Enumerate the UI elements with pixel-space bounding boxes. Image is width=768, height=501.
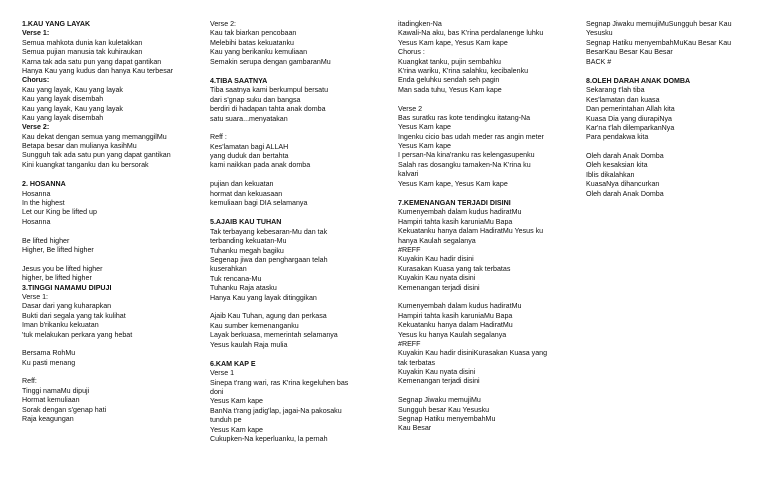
lyric-line: Bukti dari segala yang tak kulihat xyxy=(22,311,126,320)
lyric-line xyxy=(210,171,392,180)
lyric-line: Kes'lamatan bagi ALLAH xyxy=(210,142,289,151)
lyric-line xyxy=(398,387,580,396)
lyric-line: Man sada tuhu, Yesus Kam kape xyxy=(398,85,502,94)
lyric-line: Bas suratku ras kote tendingku itatang-Na xyxy=(398,113,531,122)
lyric-line: Semua mahkota dunia kan kuletakkan xyxy=(22,38,143,47)
lyric-line: Yesus kaulah Raja mulia xyxy=(210,340,288,349)
lyric-line: Kurasakan Kuasa yang tak terbatas xyxy=(398,264,511,273)
lyric-line: Tak terbayang kebesaran-Mu dan tak xyxy=(210,227,328,236)
lyric-line: Jesus you be lifted higher xyxy=(22,264,103,273)
lyric-line: hormat dan kekuasaan xyxy=(210,189,283,198)
lyric-line: Tuhanku megah bagiku xyxy=(210,246,284,255)
lyric-line: Tinggi namaMu dipuji xyxy=(22,386,90,395)
lyric-line: Tuhanku Raja atasku xyxy=(210,284,277,293)
song-title: 5.AJAIB KAU TUHAN xyxy=(210,218,282,227)
lyric-line: Hosanna xyxy=(22,217,51,226)
lyric-line: berdiri di hadapan tahta anak domba xyxy=(210,105,326,114)
lyric-line: Sinepa t'rang wari, ras K'rina kegeluhen bas xyxy=(210,378,349,387)
lyric-line: kalvari xyxy=(398,170,419,179)
lyric-line: Kemenangan terjadi disini xyxy=(398,283,480,292)
lyric-line: doni xyxy=(210,388,224,397)
lyric-line: Hosanna xyxy=(22,189,51,198)
lyric-line: Melebihi batas kekuatanku xyxy=(210,38,294,47)
lyric-line: Dasar dari yang kuharapkan xyxy=(22,302,112,311)
lyric-line: Kau tak biarkan pencobaan xyxy=(210,29,297,38)
lyric-line: satu suara...menyatakan xyxy=(210,114,288,123)
lyric-line: Kuyakin Kau nyata disini xyxy=(398,368,476,377)
lyric-line: higher, be lifted higher xyxy=(22,274,92,283)
lyric-line: Kau yang berikanku kemuliaan xyxy=(210,48,308,57)
song-title: 4.TIBA SAATNYA xyxy=(210,76,268,85)
lyric-line: Kuangkat tanku, pujin sembahku xyxy=(398,57,501,66)
lyric-line: K'rina wariku, K'rina salahku, kecibalenku xyxy=(398,66,529,75)
lyric-line xyxy=(22,227,204,236)
lyric-line: Kes'lamatan dan kuasa xyxy=(586,95,660,104)
lyric-line: Bersama RohMu xyxy=(22,349,76,358)
song-section xyxy=(210,77,392,208)
lyric-line: Kumenyembah dalam kudus hadiratMu xyxy=(398,302,522,311)
lyric-heading: Verse 2: xyxy=(22,123,50,132)
song-section xyxy=(398,20,580,189)
lyric-line: kami naikkan pada anak domba xyxy=(210,161,311,170)
lyric-line: KuasaNya dihancurkan xyxy=(586,180,660,189)
lyric-line: Layak berkuasa, memerintah selamanya xyxy=(210,331,338,340)
lyric-line: Let our King be lifted up xyxy=(22,208,97,217)
song-section xyxy=(210,360,392,445)
lyric-line: Karna tak ada satu pun yang dapat gantikan xyxy=(22,57,162,66)
lyric-line: Reff: xyxy=(22,377,37,386)
lyric-line: Segenap jiwa dan penghargaan telah xyxy=(210,255,328,264)
song-section xyxy=(210,218,392,349)
lyric-line: Reff : xyxy=(210,133,227,142)
lyric-line: Hampiri tahta kasih karuniaMu Bapa xyxy=(398,217,513,226)
lyric-line: Verse 2 xyxy=(398,104,423,113)
song-section xyxy=(210,20,392,67)
lyric-line xyxy=(210,124,392,133)
lyric-line: dari s'gnap suku dan bangsa xyxy=(210,95,301,104)
lyric-line: Kau yang layak, Kau yang layak xyxy=(22,85,123,94)
column-2 xyxy=(210,20,392,454)
lyric-line: Segnap Hatiku menyembahMu xyxy=(398,415,496,424)
song-title: 8.OLEH DARAH ANAK DOMBA xyxy=(586,76,691,85)
lyric-line: Kuyakin Kau hadir disiniKurasakan Kuasa yang xyxy=(398,349,548,358)
lyric-line: terbanding kekuatan-Mu xyxy=(210,237,287,246)
lyric-line xyxy=(398,95,580,104)
lyric-line: BesarKau Besar Kau Besar xyxy=(586,48,673,57)
song-title: 6.KAM KAP E xyxy=(210,359,256,368)
song-title: 2. HOSANNA xyxy=(22,180,66,189)
lyric-line: 'tuk melakukan perkara yang hebat xyxy=(22,330,133,339)
lyric-line: Ku pasti menang xyxy=(22,358,76,367)
lyric-line: Dan pemerintahan Allah kita xyxy=(586,105,675,114)
lyric-line: Kuasa Dia yang diurapiNya xyxy=(586,114,672,123)
lyric-line: BACK # xyxy=(586,57,612,66)
lyric-line: Kau dekat dengan semua yang memanggilMu xyxy=(22,132,167,141)
lyric-line: Kekuatanku hanya dalam HadiratMu Yesus ku xyxy=(398,227,544,236)
song-section xyxy=(398,199,580,434)
lyric-line: Hormat kemuliaan xyxy=(22,396,80,405)
lyric-line: Enda geluhku sendah seh pagin xyxy=(398,76,500,85)
column-3 xyxy=(398,20,580,444)
lyric-line: Iblis dikalahkan xyxy=(586,170,635,179)
lyric-line: Oleh kesaksian kita xyxy=(586,161,648,170)
lyric-line: Tiba saatnya kami berkumpul bersatu xyxy=(210,86,329,95)
lyric-heading: Chorus: xyxy=(22,76,50,85)
lyric-line: I persan-Na kina'ranku ras kelengasupenku xyxy=(398,151,535,160)
lyric-line: Yesus Kam kape xyxy=(210,397,263,406)
lyric-line: Yesus Kam kape, Yesus Kam kape xyxy=(398,38,508,47)
lyric-line: tunduh pe xyxy=(210,416,242,425)
lyric-line: Semakin serupa dengan gambaranMu xyxy=(210,57,331,66)
lyric-line: Verse 1 xyxy=(210,369,235,378)
lyric-line: Kau Besar xyxy=(398,424,432,433)
lyric-line: kuserahkan xyxy=(210,265,247,274)
lyric-line: Sungguh besar Kau Yesusku xyxy=(398,405,490,414)
lyric-line: #REFF xyxy=(398,339,421,348)
lyric-line: itadingken-Na xyxy=(398,20,442,28)
lyric-line: Sekarang t'lah tiba xyxy=(586,86,645,95)
lyric-line: Cukupken-Na keperluanku, la pernah xyxy=(210,435,328,444)
lyric-line: Verse 1: xyxy=(22,292,49,301)
lyric-line: Be lifted higher xyxy=(22,236,70,245)
lyric-line: #REFF xyxy=(398,245,421,254)
lyric-line xyxy=(22,340,204,349)
song-section xyxy=(586,20,768,67)
song-title: 7.KEMENANGAN TERJADI DISINI xyxy=(398,199,511,208)
lyric-line: Oleh darah Anak Domba xyxy=(586,152,664,161)
lyric-line: Sorak dengan s'genap hati xyxy=(22,405,107,414)
lyric-line: Higher, Be lifted higher xyxy=(22,245,94,254)
lyric-line: Kau yang layak disembah xyxy=(22,113,104,122)
lyric-line: Kumenyembah dalam kudus hadiratMu xyxy=(398,208,522,217)
lyric-line: Kau sumber kemenanganku xyxy=(210,321,299,330)
lyric-line: Segnap Jiwaku memujiMu xyxy=(398,396,481,405)
lyric-line: Kini kuangkat tanganku dan ku bersorak xyxy=(22,160,149,169)
lyric-line: Kau yang layak, Kau yang layak xyxy=(22,104,123,113)
lyric-line: hanya Kaulah segalanya xyxy=(398,236,476,245)
lyric-line: Kar'na t'lah dilemparkanNya xyxy=(586,123,675,132)
lyric-line xyxy=(22,255,204,264)
lyric-line: yang duduk dan bertahta xyxy=(210,152,289,161)
column-4 xyxy=(586,20,768,209)
lyric-line: Para pendakwa kita xyxy=(586,133,649,142)
lyric-line: Segnap Jiwaku memujiMuSungguh besar Kau xyxy=(586,20,732,28)
lyric-line: Salah ras dosangku tamaken-Na K'rina ku xyxy=(398,160,531,169)
lyric-line: Yesus Kam kape xyxy=(398,142,451,151)
lyric-line xyxy=(398,293,580,302)
lyric-line: tak terbatas xyxy=(398,358,436,367)
lyric-line: In the highest xyxy=(22,199,65,208)
lyric-line: Oleh darah Anak Domba xyxy=(586,189,664,198)
lyric-line: Verse 2: xyxy=(210,20,237,28)
lyric-line: Segnap Hatiku menyembahMuKau Besar Kau xyxy=(586,38,732,47)
lyric-line: Yesus Kam kape xyxy=(210,425,263,434)
lyric-line: Tuk rencana-Mu xyxy=(210,274,262,283)
lyric-line: Iman b'rikanku kekuatan xyxy=(22,321,99,330)
column-1 xyxy=(22,20,204,434)
lyric-heading: 3.TINGGI NAMAMU DIPUJI xyxy=(22,283,112,292)
lyric-line: Yesus ku hanya Kaulah segalanya xyxy=(398,330,507,339)
lyric-line: Betapa besar dan mulianya kasihMu xyxy=(22,142,137,151)
lyric-line: Kawali-Na aku, bas K'rina perdalanenge luhku xyxy=(398,29,544,38)
lyric-line: Yesus Kam kape xyxy=(398,123,451,132)
lyric-line: Hanya Kau yang layak ditinggikan xyxy=(210,293,317,302)
lyric-heading: Verse 1: xyxy=(22,29,50,38)
lyric-line xyxy=(586,143,768,152)
lyric-line: Kuyakin Kau hadir disini xyxy=(398,255,474,264)
lyric-line: Yesusku xyxy=(586,29,613,38)
lyric-line: BanNa t'rang jadig'lap, jagai-Na pakosaku xyxy=(210,406,342,415)
lyric-line: Hampiri tahta kasih karuniaMu Bapa xyxy=(398,311,513,320)
lyric-line: Kemenangan terjadi disini xyxy=(398,377,480,386)
lyric-line xyxy=(210,303,392,312)
lyric-line: Semua pujian manusia tak kuhiraukan xyxy=(22,48,143,57)
lyric-line: Hanya Kau yang kudus dan hanya Kau terbesar xyxy=(22,66,174,75)
lyric-line: Chorus : xyxy=(398,48,425,57)
lyric-line: Ajaib Kau Tuhan, agung dan perkasa xyxy=(210,312,327,321)
song-section xyxy=(22,180,204,424)
song-section xyxy=(22,20,204,170)
lyric-line: Raja keagungan xyxy=(22,415,74,424)
lyric-line xyxy=(22,368,204,377)
lyric-line: Kekuatanku hanya dalam HadiratMu xyxy=(398,321,513,330)
lyric-line: Kau yang layak disembah xyxy=(22,95,104,104)
song-section xyxy=(586,77,768,199)
lyric-line: Yesus Kam kape, Yesus Kam kape xyxy=(398,179,508,188)
lyric-line: pujian dan kekuatan xyxy=(210,180,274,189)
song-title: 1.KAU YANG LAYAK xyxy=(22,20,91,28)
lyric-line: Ingenku cicio bas udah meder ras angin meter xyxy=(398,132,544,141)
lyric-line: Kuyakin Kau nyata disini xyxy=(398,274,476,283)
lyric-line: kemuliaan bagi DIA selamanya xyxy=(210,199,308,208)
lyric-line: Sungguh tak ada satu pun yang dapat gantikan xyxy=(22,151,171,160)
